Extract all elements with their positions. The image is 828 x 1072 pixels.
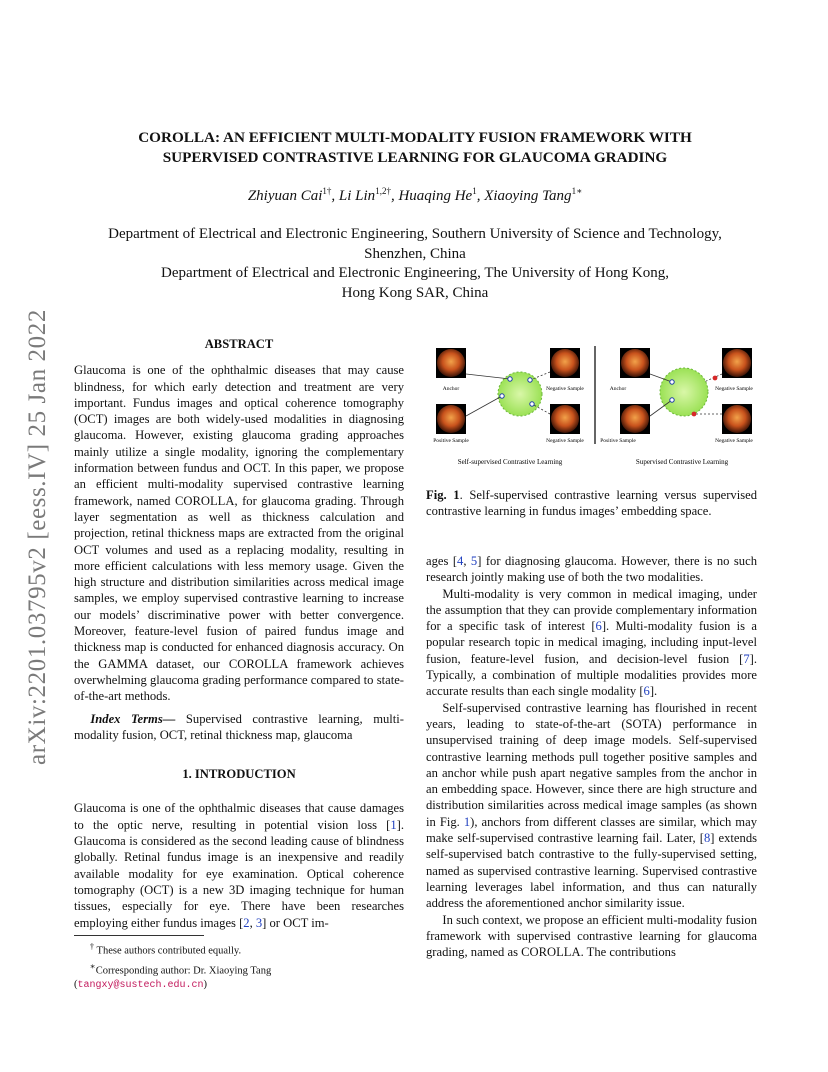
fig-caption-text: . Self-supervised contrastive learning versus supervised contrastive learning in fundus images’ embedding space. xyxy=(426,488,757,519)
label-positive: Positive Sample xyxy=(433,438,469,444)
abstract-text: Glaucoma is one of the ophthalmic diseases that may cause blindness, for which early detection and treatment are very important. Fundus images and optical coherence tomography (OCT) images are both widely-used modalities in diagnosing glaucoma. However, existing glaucoma grading approaches mainly utilize a single modality, ignoring the complementary information between fundus and OCT. In this paper, we propose an efficient multi-modality supervised contrastive learning framework, named COROLLA, for glaucoma grading. Through layer segmentation as well as thickness calculation and projection, retinal thickness maps are extracted from the original OCT volumes and used as a replacing modality, resulting in more efficient calculations with less memory usage. Given the high structure and distribution similarities across medical image samples, we employ supervised contrastive learning to increase our models’ discriminative power with better convergence. Moreover, feature-level fusion of paired fundus image and thickness map is conducted for enhanced diagnosis accuracy. On the GAMMA dataset, our COROLLA framework achieves overwhelming glaucoma grading performance compared to state-of-the-art methods. xyxy=(74,363,404,704)
footnote-text: ) xyxy=(203,979,208,990)
footnotes xyxy=(74,939,406,993)
title-line-2: SUPERVISED CONTRASTIVE LEARNING FOR GLAUCOMA GRADING xyxy=(162,149,668,166)
author-list: Zhiyuan Cai$^{1\dagger}$, Li Lin$^{1,2\dagger}$, Huaqing He$^1$, Xiaoying Tang$^{1∗}$ xyxy=(247,186,583,204)
citation-link[interactable]: 4 xyxy=(457,554,464,568)
author-name: Zhiyuan Cai xyxy=(247,188,323,204)
footnote-rule xyxy=(74,935,204,936)
supervised-panel xyxy=(600,348,753,466)
intro-text: ]. Glaucoma is considered as the second leading cause of blindness globally. Retinal fundus image is an inexpensive and readily available modality for eye examination. Optical coherence tomography (OCT) is a new 3D imaging technique for human tissues, especially for eye. There have been researches employing either fundus images [ xyxy=(74,817,404,930)
intro-heading: 1. INTRODUCTION xyxy=(182,767,296,782)
citation-link[interactable]: 6 xyxy=(643,684,650,699)
citation-link[interactable]: 2 xyxy=(243,915,250,930)
label-anchor: Anchor xyxy=(442,386,460,392)
paragraph xyxy=(426,586,757,700)
figure-caption xyxy=(426,487,757,520)
index-terms-label: Index Terms— xyxy=(90,711,176,726)
text: Multi-modality is very common in medical imaging, under the assumption that they can provide complementary information for a specific task of interest [ xyxy=(426,586,757,634)
affiliations xyxy=(60,225,770,303)
abstract-heading: ABSTRACT xyxy=(204,337,274,351)
text: ] extends self-supervised batch contrastive to the fully-supervised setting, named as supervised contrastive learning. Supervised contrastive learning leverages label information, and thus can naturally address the aforementioned anchor similarity issue. xyxy=(426,831,758,911)
caption-self-supervised: Self-supervised Contrastive Learning xyxy=(457,458,563,466)
author-affil-mark: 1∗ xyxy=(571,186,583,196)
paragraph: ages [4, 5] for diagnosing glaucoma. However, there is no such research jointly making use of both the two modalities. xyxy=(426,554,757,585)
author-affil-mark: 1† xyxy=(322,186,332,196)
text: ), anchors from different classes are similar, which may make self-supervised contrastive learning fail. Later, [ xyxy=(426,814,757,846)
footnote-mark: † xyxy=(89,941,95,951)
affiliation-line: Shenzhen, China xyxy=(364,245,466,262)
author-affil-mark: 1,2† xyxy=(375,186,391,196)
paragraph xyxy=(426,700,757,912)
affiliation-line: Department of Electrical and Electronic Engineering, Southern University of Science and Technology, xyxy=(108,226,722,242)
footnote-text: These authors contributed equally. xyxy=(94,945,242,957)
label-negative: Negative Sample xyxy=(546,386,584,392)
paper-title xyxy=(80,128,750,168)
figure-1 xyxy=(432,344,762,474)
footnote xyxy=(74,939,406,959)
citation-link[interactable]: 1 xyxy=(390,817,397,832)
text: ]. xyxy=(649,684,658,699)
title-line-1: COROLLA: AN EFFICIENT MULTI-MODALITY FUSION FRAMEWORK WITH xyxy=(138,129,692,146)
intro-text: ] or OCT im- xyxy=(262,915,329,930)
citation-link[interactable]: 7 xyxy=(743,651,750,666)
self-supervised-panel xyxy=(433,348,584,466)
text: Self-supervised contrastive learning has flourished in recent years, leading to state-of-the-art (SOTA) performance in unsupervised training of deep image models. Self-supervised contrastive learning methods pull together positive samples and an anchor while push apart negative samples from the anchor in an embedding space. However, since there are high structure and distribution similarities across medical image samples (as shown in Fig. xyxy=(426,700,757,829)
intro-paragraph: Glaucoma is one of the ophthalmic diseases that cause damages to the optic nerve, resulting in potential vision loss [1]. Glaucoma is considered as the second leading cause of blindness globally. Retinal fundus image is an inexpensive and readily available modality for eye examination. Optical coherence tomography (OCT) is a new 3D imaging technique for human tissues, especially for eye. There have been researches employing either fundus images [2, 3] or OCT im- xyxy=(74,801,404,930)
citation-link[interactable]: 6 xyxy=(595,619,602,634)
affiliation-line: Department of Electrical and Electronic Engineering, The University of Hong Kong, xyxy=(161,265,669,281)
index-terms xyxy=(74,711,404,744)
arxiv-stamp: arXiv:2201.03795v2 [eess.IV] 25 Jan 2022 xyxy=(24,309,51,765)
index-terms-text: Supervised contrastive learning, multi-modality fusion, OCT, retinal thickness map, glaucoma xyxy=(74,711,404,742)
affiliation-line: Hong Kong SAR, China xyxy=(341,284,489,301)
caption-supervised: Supervised Contrastive Learning xyxy=(635,458,729,466)
citation-link[interactable]: 8 xyxy=(703,831,711,846)
text: ]. Typically, a combination of multiple modalities provides more accurate results than each single modality [ xyxy=(426,651,757,699)
author-name: Huaqing He xyxy=(398,188,473,204)
author-name: Li Lin xyxy=(338,188,376,204)
author-affil-mark: 1 xyxy=(472,186,477,196)
footnote xyxy=(74,959,406,994)
figure-link[interactable]: 1 xyxy=(463,814,471,829)
author-name: Xiaoying Tang xyxy=(484,188,572,204)
label-anchor: Anchor xyxy=(609,386,627,392)
embedding-ball xyxy=(660,368,708,416)
intro-text: Glaucoma is one of the ophthalmic diseases that cause damages to the optic nerve, resulting in potential vision loss [ xyxy=(74,801,404,832)
fig-label: Fig. 1 xyxy=(426,488,460,502)
footnote-mark: ∗ xyxy=(89,960,96,971)
label-positive: Positive Sample xyxy=(600,438,636,444)
text: ] for diagnosing glaucoma. However, there is no such research jointly making use of both the two modalities. xyxy=(426,554,757,585)
label-negative: Negative Sample xyxy=(715,386,753,392)
right-column xyxy=(426,553,757,960)
left-column xyxy=(74,336,404,931)
label-negative-2: Negative Sample xyxy=(715,438,753,444)
paragraph: In such context, we propose an efficient multi-modality fusion framework with supervised contrastive learning for glaucoma grading, named as COROLLA. The contributions xyxy=(426,912,757,960)
citation-link[interactable]: 3 xyxy=(255,915,263,930)
text: ]. Multi-modality fusion is a popular research topic in medical imaging, including input-level fusion, feature-level fusion, and decision-level fusion [ xyxy=(426,619,757,666)
email-link[interactable]: tangxy@sustech.edu.cn xyxy=(77,980,204,991)
footnote-text: Corresponding author: Dr. Xiaoying Tang ( xyxy=(74,965,272,990)
text: ages [ xyxy=(426,554,458,568)
label-negative-2: Negative Sample xyxy=(546,438,584,444)
citation-link[interactable]: 5 xyxy=(470,554,478,568)
